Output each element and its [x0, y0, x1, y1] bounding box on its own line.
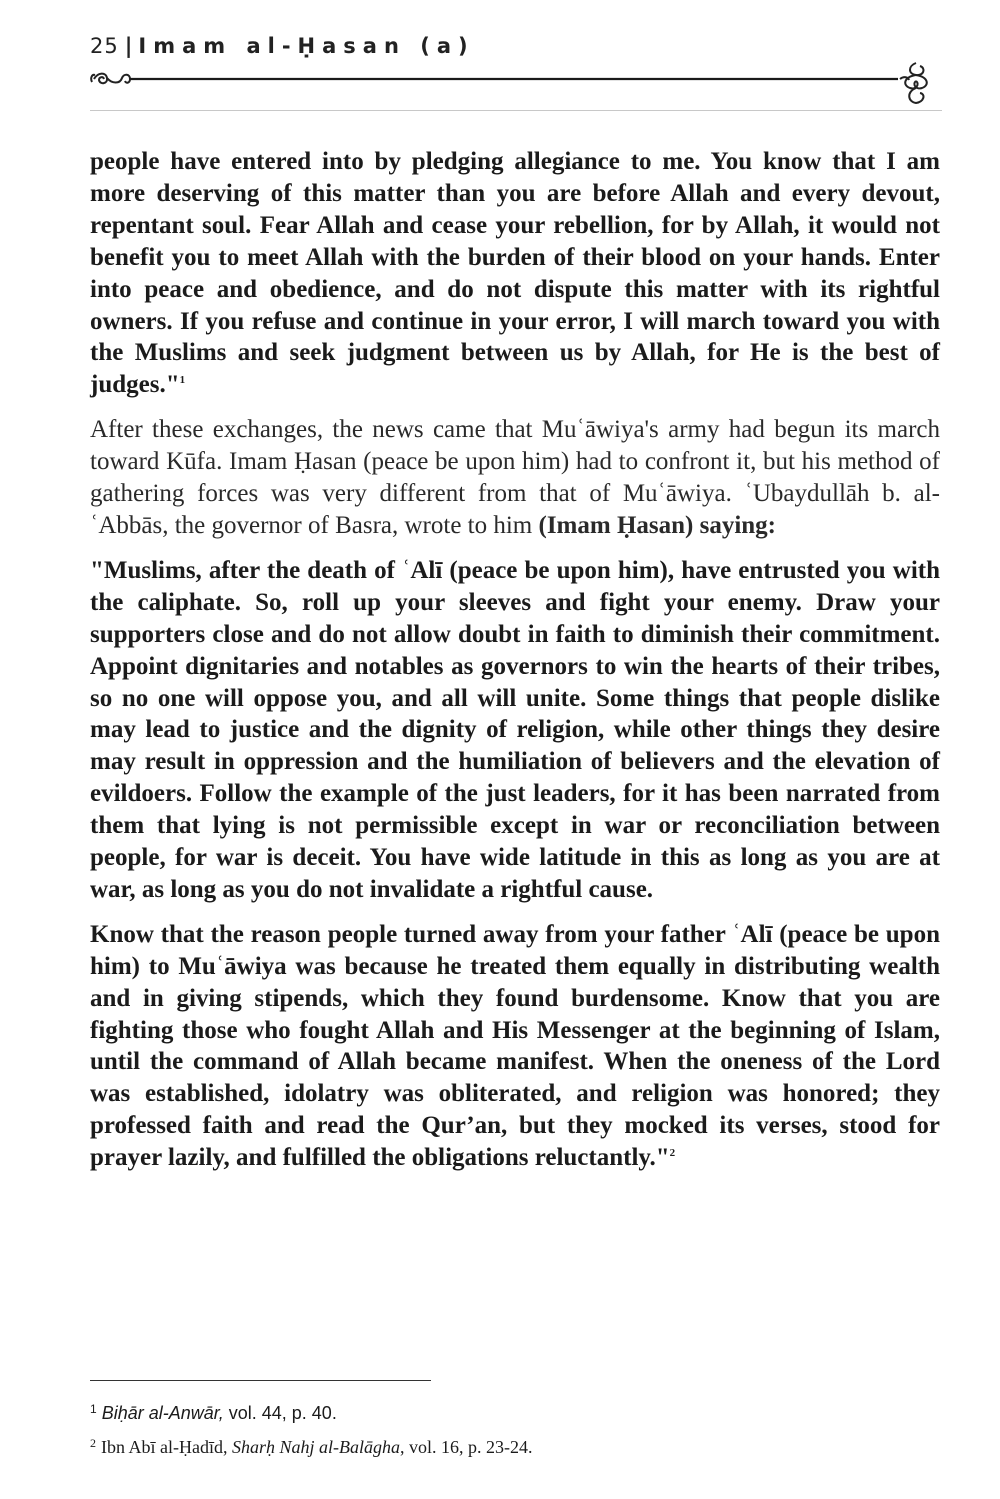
page-number: 25 [90, 34, 119, 58]
footnote-number: 2 [90, 1436, 96, 1450]
footnote-citation: vol. 44, p. 40. [223, 1403, 337, 1423]
footnote-separator [90, 1380, 431, 1381]
paragraph-text: "Muslims, after the death of ʿAlī (peace be upon him), have entrusted you with the caliphate. So, roll up your sleeves and fight your enemy. Draw your supporters close and do not allow doubt in faith to diminish their commitment. Appoint dignitaries and notables as governors to win the hearts of their tribes, so no one will oppose you, and all will unite. Some things that people dislike may lead to justice and the dignity of religion, while other things they desire may result in oppression and the humiliation of believers and the elevation of evildoers. Follow the example of the just leaders, for it has been narrated from them that lying is not permissible except in war or reconciliation between people, for war is deceit. You have wide latitude in this as long as you are at war, as long as you do not invalidate a rightful cause. [90, 556, 940, 903]
footnote-number: 1 [90, 1402, 97, 1416]
footnote-2 [90, 1428, 940, 1462]
right-arabesque-icon [900, 63, 927, 103]
body-text [90, 146, 940, 1187]
footnote-source-title: Sharḥ Nahj al-Balāgha [231, 1437, 400, 1457]
footnote-1 [90, 1394, 940, 1428]
ornamental-rule [90, 60, 942, 106]
footnotes [90, 1394, 940, 1462]
paragraph-bold-tail: (Imam Ḥasan) saying: [538, 511, 777, 539]
page-header [90, 30, 942, 110]
footnote-source-title: Biḥār al-Anwār, [101, 1403, 224, 1423]
paragraph-letter [90, 555, 940, 906]
footnote-ref-1[interactable]: 1 [179, 374, 186, 387]
paragraph-quote-end [90, 146, 940, 401]
paragraph-narrative [90, 414, 940, 542]
paragraph-text: Know that the reason people turned away from your father ʿAlī (peace be upon him) to Muʿāwiya was because he treated them equally in distributing wealth and in giving stipends, which they found burdensome. Know that you are fighting those who fought Allah and His Messenger at the beginning of Islam, until the command of Allah became manifest. When the oneness of the Lord was established, idolatry was obliterated, and religion was honored; they professed faith and read the Qur’an, but they mocked its verses, stood for prayer lazily, and fulfilled the obligations reluctantly." [90, 920, 940, 1172]
left-flourish-icon [91, 74, 130, 84]
paragraph-text: After these exchanges, the news came that Muʿāwiya's army had begun its march toward Kūfa. Imam Ḥasan (peace be upon him) had to confront it, but his method of gathering forces was very different from that of Muʿāwiya. ʿUbaydullāh b. al-ʿAbbās, the governor of Basra, wrote to him [90, 416, 940, 539]
footnote-ref-2[interactable]: 2 [669, 1147, 676, 1160]
footnote-author: Ibn Abī al-Ḥadīd, [101, 1437, 232, 1457]
running-title: Imam al-Ḥasan (a) [138, 34, 475, 58]
paragraph-letter-continued [90, 919, 940, 1174]
header-underline [90, 110, 942, 111]
header-separator: | [124, 34, 133, 58]
paragraph-text: people have entered into by pledging allegiance to me. You know that I am more deserving of this matter than you are before Allah and every devout, repentant soul. Fear Allah and cease your rebellion, for by Allah, it would not benefit you to meet Allah with the burden of their blood on your hands. Enter into peace and obedience, and do not dispute this matter with its rightful owners. If you refuse and continue in your error, I will march toward you with the Muslims and seek judgment between us by Allah, for He is the best of judges." [90, 148, 940, 399]
footnote-citation: , vol. 16, p. 23-24. [400, 1437, 533, 1457]
running-head [90, 34, 475, 58]
